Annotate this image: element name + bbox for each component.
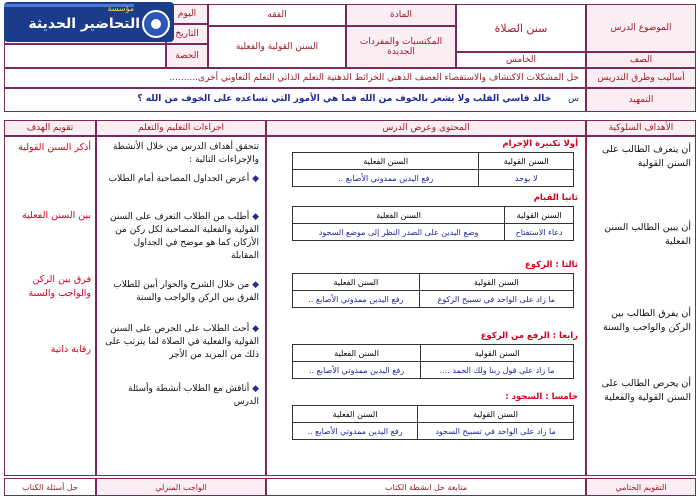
section-title-2: ثانيا القيام — [533, 193, 578, 203]
objective-1: أن يتعرف الطالب على السنن القولية — [601, 144, 691, 169]
procedures-intro: تتحقق أهداف الدرس من خلال الأنشطة والإجراءات التالية : — [112, 142, 259, 165]
concepts-label: المكتسبات والمفردات الجديدة — [346, 26, 456, 68]
grade-label: الصف — [586, 52, 696, 68]
intro-label: التمهيد — [586, 88, 696, 112]
col-objectives-header: الأهداف السلوكية — [586, 120, 696, 136]
fili-header: السنن الفعلية — [293, 406, 418, 423]
procedure-step-1: ◆ أعرض الجداول المصاحبة أمام الطلاب — [108, 174, 259, 184]
qawli-value: ما زاد على الواحد في تسبيح السجود — [418, 423, 574, 440]
bullet-icon: ◆ — [249, 324, 259, 334]
procedure-step-2: ◆ أطلب من الطلاب التعرف على السنن القولية والفعلية المصاحبة لكل ركن من الأركان كما هو موضح في الجداول المقابلة — [109, 212, 259, 261]
qawli-header: السنن القولية — [419, 274, 573, 291]
period-value[interactable] — [4, 44, 166, 68]
fili-value: رفع اليدين ممدوتي الأصابع .. — [293, 423, 418, 440]
methods-value: حل المشكلات الاكتشاف والاستقصاء العصف الذهني الخرائط الذهنية التعلم الذاتي التعلم التعاوني أخرى.......... — [4, 68, 586, 88]
lesson-topic-value: سنن الصلاة — [456, 4, 586, 52]
section-title-1: أولا تكبيرة الإحرام — [502, 139, 578, 149]
fili-header: السنن الفعلية — [293, 345, 421, 362]
lesson-topic-label: الموضوع الدرس — [586, 4, 696, 52]
bullet-icon: ◆ — [249, 280, 259, 290]
col-procedures-header: اجراءات التعليم والتعلم — [96, 120, 266, 136]
fili-value: وضع اليدين على الصدر النظر إلى موضع السجود — [293, 224, 505, 241]
intro-value: س خالد قاسي القلب ولا يشعر بالخوف من الله فما هي الأمور التي تساعده على الخوف من الله ؟ — [4, 88, 586, 112]
qawli-header: السنن القولية — [421, 345, 574, 362]
subject-value: الفقه — [208, 4, 346, 26]
final-assessment-label: التقويم الختامي — [586, 478, 696, 496]
bullet-icon: ◆ — [249, 212, 259, 222]
follow-activities: متابعة حل انشطة الكتاب — [266, 478, 586, 496]
bullet-icon: ◆ — [249, 384, 259, 394]
methods-label: أساليب وطرق التدريس — [586, 68, 696, 88]
section-table-2 — [292, 206, 574, 241]
procedure-step-3: ◆ من خلال الشرح والحوار أبين للطلاب الفرق بين الركن والواجب والسنة — [113, 280, 259, 303]
section-table-1 — [292, 152, 574, 187]
objective-3: أن يفرق الطالب بين الركن والواجب والسنة — [603, 308, 691, 333]
objective-4: أن يحرص الطالب على السنن القولية والفعلية — [601, 378, 691, 403]
evaluation-2: بين السنن الفعلية — [22, 210, 91, 221]
fili-header: السنن الفعلية — [293, 153, 479, 170]
evaluation-3: فرق بين الركن والواجب والسنة — [28, 274, 91, 299]
section-title-3: ثالثا : الركوع — [524, 260, 578, 270]
homework-value: حل أسئلة الكتاب — [4, 478, 96, 496]
procedures-column — [96, 136, 266, 476]
concepts-value: السنن القولية والفعلية — [208, 26, 346, 68]
section-table-5 — [292, 405, 574, 440]
section-title-4: رابعا : الرفع من الركوع — [480, 331, 578, 341]
procedure-step-5: ◆ أناقش مع الطلاب أنشطة وأسئلة الدرس — [128, 384, 259, 407]
subject-label: المادة — [346, 4, 456, 26]
fili-value: رفع اليدين ممدوتي الأصابع .. — [293, 170, 479, 187]
objectives-column — [586, 136, 696, 476]
fili-value: رفع اليدين ممدوتي الأصابع .. — [293, 362, 421, 379]
section-table-4 — [292, 344, 574, 379]
qawli-header: السنن القولية — [479, 153, 574, 170]
section-title-5: خامسا : السجود : — [505, 392, 578, 402]
fili-header: السنن الفعلية — [293, 274, 420, 291]
evaluation-4: رقابة ذاتية — [50, 344, 91, 355]
logo: مؤسسة التحاضير الحديثة — [4, 2, 174, 42]
col-evaluation-header: تقويم الهدف — [4, 120, 96, 136]
qawli-value: ما زاد على قول ربنا ولك الحمد .... — [421, 362, 574, 379]
evaluation-1: أذكر السنن القولية — [18, 142, 91, 153]
qawli-header: السنن القولية — [418, 406, 574, 423]
objective-2: أن يبين الطالب السنن الفعلية — [604, 222, 691, 247]
qawli-value: ما زاد على الواحد في تسبيح الركوع — [419, 291, 573, 308]
date-label: التاريخ — [166, 24, 208, 44]
day-label: اليوم — [166, 4, 208, 24]
grade-value: الخامس — [456, 52, 586, 68]
qawli-header: السنن القولية — [505, 207, 574, 224]
col-content-header: المحتوى وعرض الدرس — [266, 120, 586, 136]
procedure-step-4: ◆ أحث الطلاب على الحرص على السنن القولية والفعلية في الصلاة لما يترتب على ذلك من المزيد من الأجر — [105, 324, 259, 360]
evaluation-column — [4, 136, 96, 476]
qawli-value: دعاء الاستفتاح — [505, 224, 574, 241]
section-table-3 — [292, 273, 574, 308]
qawli-value: لا يوجد — [479, 170, 574, 187]
fili-header: السنن الفعلية — [293, 207, 505, 224]
bullet-icon: ◆ — [249, 174, 259, 184]
period-label: الحصة — [166, 44, 208, 68]
fili-value: رفع اليدين ممدوتي الأصابع .. — [293, 291, 420, 308]
homework-label: الواجب المنزلي — [96, 478, 266, 496]
